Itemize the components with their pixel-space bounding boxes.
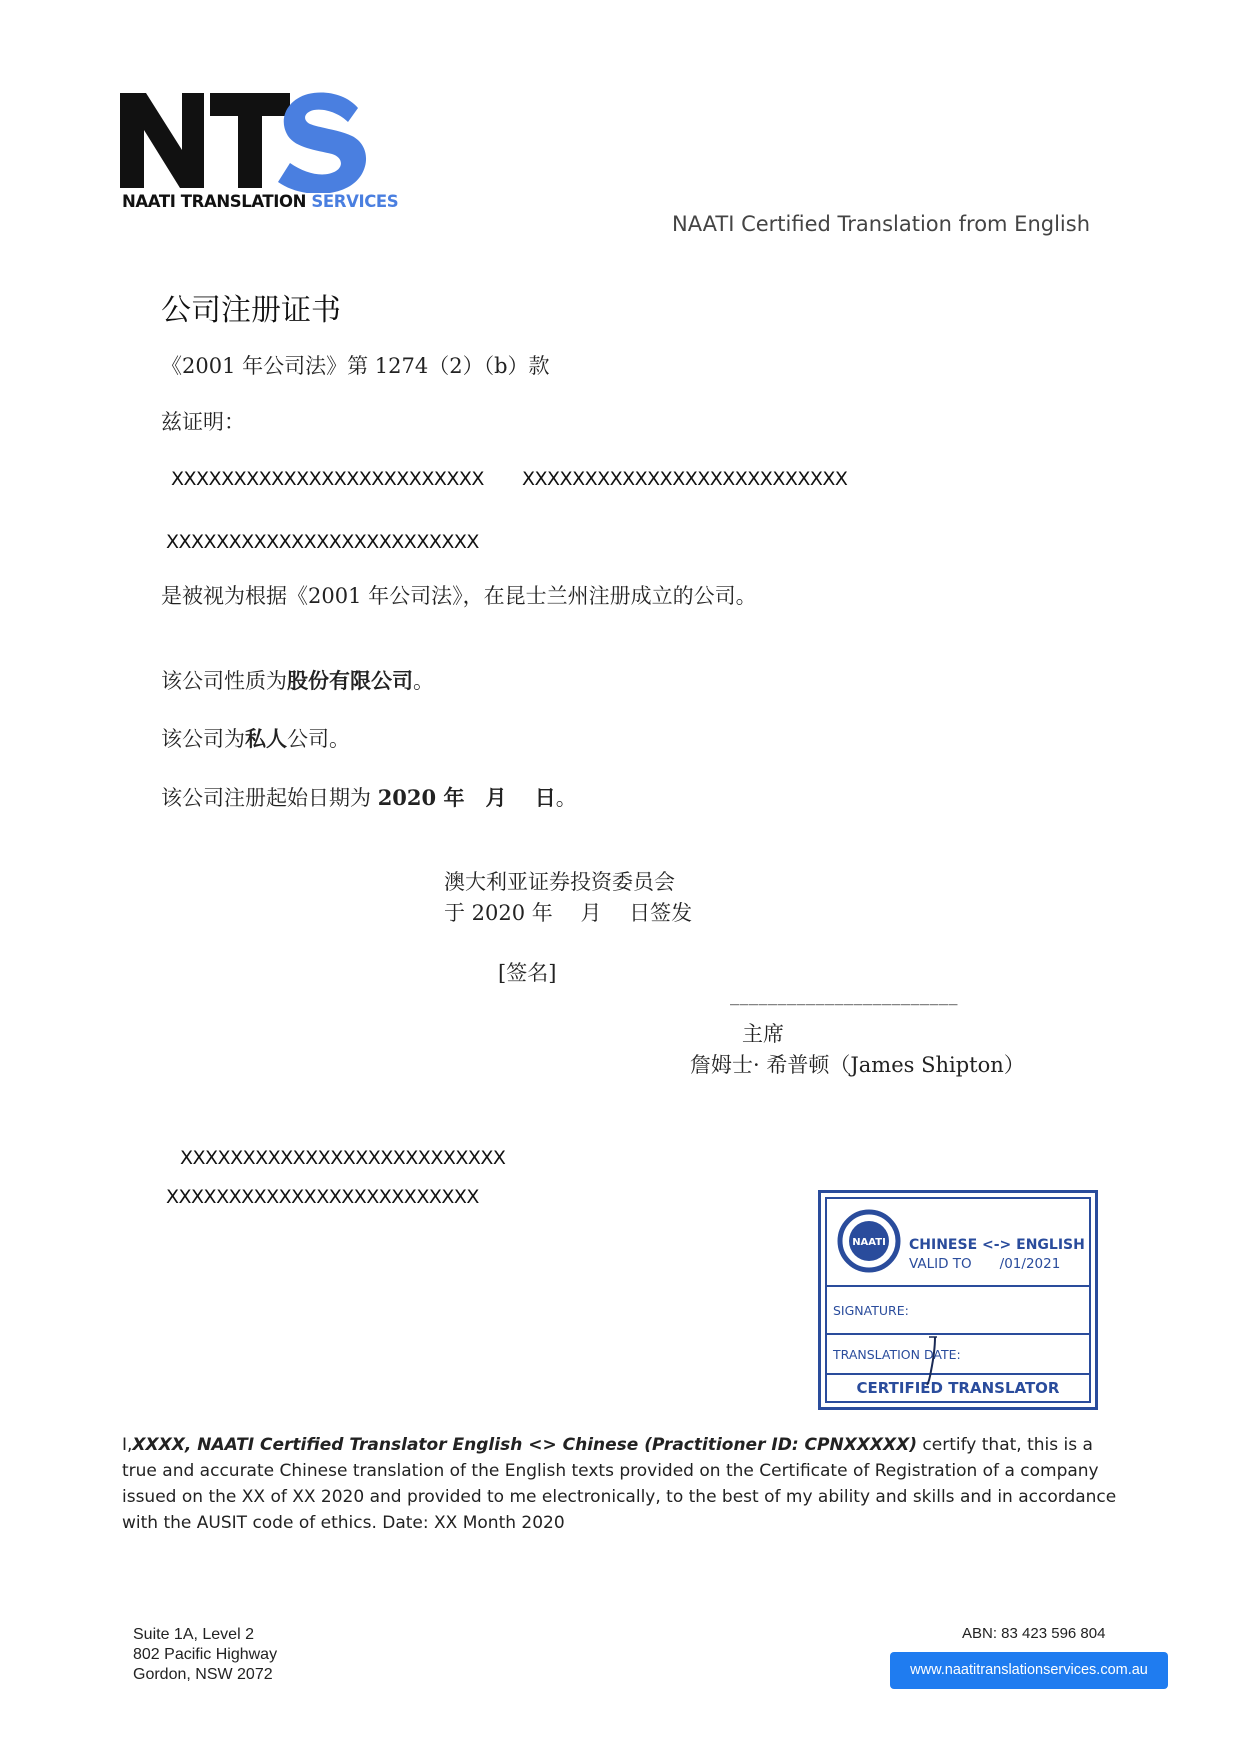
translator-certification <box>122 1432 1122 1536</box>
issuer-name: 澳大利亚证券投资委员会 <box>444 870 675 894</box>
company-type-prefix: 该公司为 <box>161 727 245 751</box>
logo-caption <box>122 192 398 211</box>
logo-caption-black: NAATI TRANSLATION <box>122 192 307 211</box>
registration-date-value: 2020 年 月 日 <box>377 785 556 810</box>
stamp-signature-row <box>827 1287 1089 1335</box>
address-line-3: Gordon, NSW 2072 <box>133 1666 273 1683</box>
stamp-valid-label: VALID TO <box>909 1256 972 1272</box>
company-type-value: 私人 <box>245 726 287 751</box>
certification-translator: XXXX, NAATI Certified Translator English <> Chinese (Practitioner ID: CPNXXXXX) <box>132 1435 918 1455</box>
nts-logo-mark <box>120 88 370 193</box>
certified-translation-header: NAATI Certified Translation from English <box>672 212 1091 236</box>
logo-caption-blue: SERVICES <box>311 192 399 211</box>
certification-body: certify that, this is a true and accurate Chinese translation of the English texts provided on the Certificate of Registration of a company issued on the XX of XX 2020 and provided to me electronically, to the best of my ability and skills and in accordance with the AUSIT code of ethics. Date: XX Month 2020 <box>122 1435 1117 1533</box>
company-name-placeholder: XXXXXXXXXXXXXXXXXXXXXXXXX <box>171 468 484 490</box>
registration-statement: 是被视为根据《2001 年公司法》，在昆士兰州注册成立的公司。 <box>161 584 757 608</box>
naati-certified-stamp <box>818 1190 1098 1410</box>
company-placeholder-4: XXXXXXXXXXXXXXXXXXXXXXXXXX <box>180 1147 506 1169</box>
registration-date <box>161 782 577 812</box>
company-type <box>161 723 350 753</box>
address-line-1: Suite 1A, Level 2 <box>133 1626 254 1643</box>
document-title: 公司注册证书 <box>161 293 341 328</box>
signature-note: [签名] <box>498 961 557 985</box>
hereby-certify: 兹证明： <box>161 410 245 434</box>
stamp-translation-date-row <box>827 1335 1089 1375</box>
company-nature-value: 股份有限公司 <box>287 668 413 693</box>
issue-date: 于 2020 年 月 日签发 <box>444 901 693 925</box>
nts-logo <box>120 88 399 218</box>
act-reference: 《2001 年公司法》第 1274（2）（b）款 <box>161 354 550 378</box>
company-nature <box>161 665 434 695</box>
abn-number: ABN: 83 423 596 804 <box>962 1625 1106 1642</box>
stamp-translation-date-label: TRANSLATION DATE: <box>833 1347 961 1362</box>
company-number-placeholder: XXXXXXXXXXXXXXXXXXXXXXXXXX <box>522 468 848 490</box>
stamp-certified-translator: CERTIFIED TRANSLATOR <box>856 1379 1060 1397</box>
registration-date-suffix: 。 <box>555 786 577 810</box>
company-detail-placeholder: XXXXXXXXXXXXXXXXXXXXXXXXX <box>166 531 479 553</box>
signature-line: ________________________ <box>730 985 958 1006</box>
company-placeholder-5: XXXXXXXXXXXXXXXXXXXXXXXXX <box>166 1186 479 1208</box>
naati-seal-text: NAATI <box>852 1237 886 1248</box>
certification-prefix: I, <box>122 1435 133 1455</box>
company-nature-suffix: 。 <box>413 669 434 693</box>
chair-name: 詹姆士· 希普顿（James Shipton） <box>690 1053 1025 1077</box>
registration-date-prefix: 该公司注册起始日期为 <box>161 786 378 810</box>
address-line-2: 802 Pacific Highway <box>133 1646 278 1663</box>
stamp-valid-date: /01/2021 <box>999 1256 1061 1272</box>
company-nature-prefix: 该公司性质为 <box>161 669 287 693</box>
stamp-language-pair: CHINESE <-> ENGLISH <box>909 1237 1085 1253</box>
naati-seal-icon <box>837 1209 901 1273</box>
stamp-signature-label: SIGNATURE: <box>833 1303 909 1318</box>
website-link-button[interactable]: www.naatitranslationservices.com.au <box>890 1652 1168 1689</box>
company-type-suffix: 公司。 <box>287 727 350 751</box>
office-address <box>133 1625 277 1685</box>
chair-title: 主席 <box>742 1022 784 1046</box>
stamp-valid-to <box>909 1256 1060 1272</box>
